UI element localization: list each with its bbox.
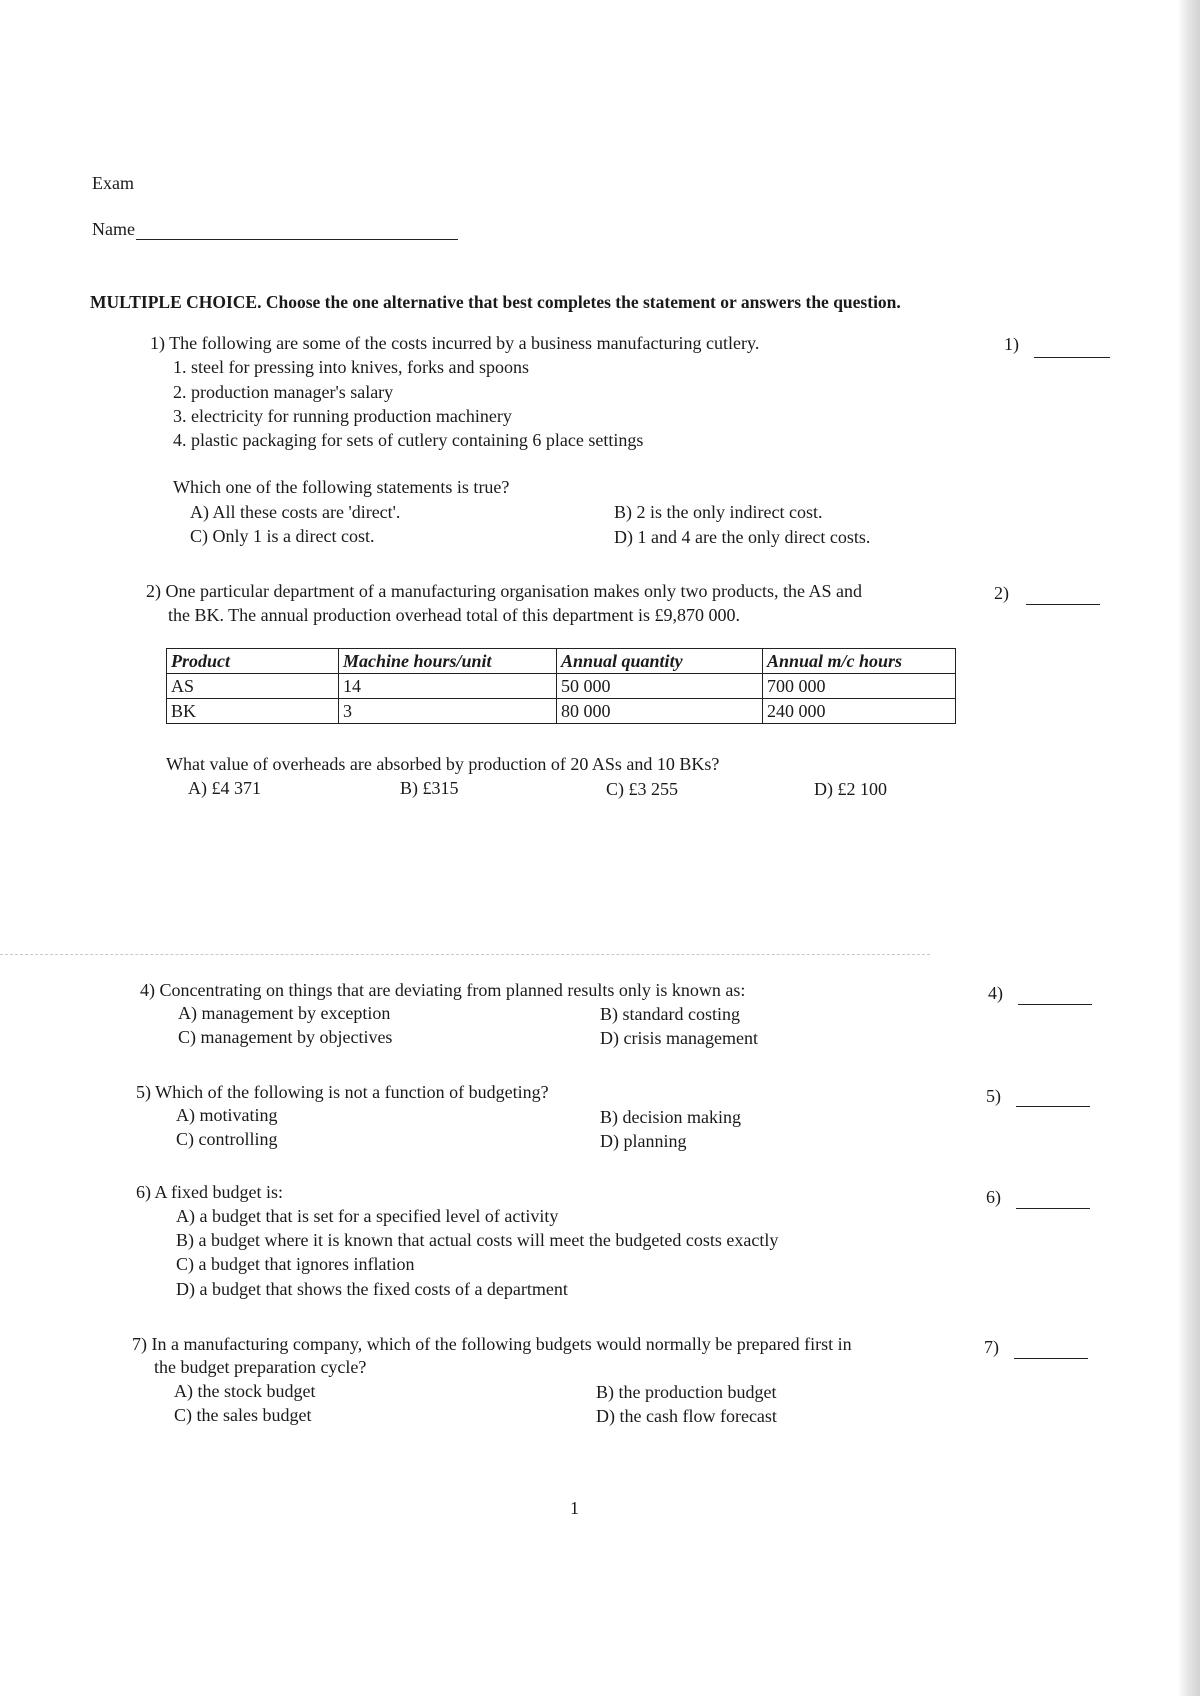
q1-item: 2. production manager's salary [173,382,394,402]
q2-answer-line[interactable] [1026,604,1100,605]
q2-option-b[interactable]: B) £315 [400,778,459,798]
table-row [167,674,956,699]
page-number: 1 [570,1498,579,1518]
name-label: Name [92,219,135,239]
q6-option-c[interactable]: C) a budget that ignores inflation [176,1254,415,1274]
q1-number: 1) [1004,334,1019,354]
q2-number: 2) [994,583,1009,603]
table-cell: 14 [339,674,557,699]
q4-number: 4) [988,983,1003,1003]
q2-question: What value of overheads are absorbed by production of 20 ASs and 10 BKs? [166,754,720,774]
table-cell: 80 000 [557,699,763,724]
q7-stem-line2: the budget preparation cycle? [154,1357,367,1377]
q1-item: 4. plastic packaging for sets of cutlery containing 6 place settings [173,430,644,450]
q6-answer-line[interactable] [1016,1208,1090,1209]
q2-option-c[interactable]: C) £3 255 [606,779,678,799]
q1-option-b[interactable]: B) 2 is the only indirect cost. [614,502,823,522]
q6-stem: 6) A fixed budget is: [136,1182,283,1202]
q7-answer-line[interactable] [1014,1358,1088,1359]
q6-option-b[interactable]: B) a budget where it is known that actual costs will meet the budgeted costs exactly [176,1230,779,1250]
q4-stem: 4) Concentrating on things that are deviating from planned results only is known as: [140,980,746,1000]
q4-option-c[interactable]: C) management by objectives [178,1027,393,1047]
q7-stem-line1: 7) In a manufacturing company, which of the following budgets would normally be prepared first in [132,1334,852,1354]
q5-answer-line[interactable] [1016,1106,1090,1107]
q2-stem-line2: the BK. The annual production overhead total of this department is £9,870 000. [168,605,741,625]
q2-option-d[interactable]: D) £2 100 [814,779,887,799]
table-cell: 3 [339,699,557,724]
table-cell: BK [167,699,339,724]
q6-number: 6) [986,1187,1001,1207]
table-header-row [167,649,956,674]
table-cell: 50 000 [557,674,763,699]
q5-number: 5) [986,1086,1001,1106]
q1-option-a[interactable]: A) All these costs are 'direct'. [190,502,401,522]
q4-option-b[interactable]: B) standard costing [600,1004,740,1024]
table-header-cell: Annual quantity [557,649,763,674]
q5-option-d[interactable]: D) planning [600,1131,687,1151]
q1-item: 1. steel for pressing into knives, forks and spoons [173,357,529,377]
q5-option-b[interactable]: B) decision making [600,1107,741,1127]
q1-option-d[interactable]: D) 1 and 4 are the only direct costs. [614,527,871,547]
table-header-cell: Annual m/c hours [763,649,956,674]
scan-page-edge [1178,0,1200,1696]
q4-answer-line[interactable] [1018,1004,1092,1005]
q1-stem: 1) The following are some of the costs incurred by a business manufacturing cutlery. [150,333,760,353]
page-divider [0,954,930,955]
q4-option-a[interactable]: A) management by exception [178,1003,391,1023]
table-row [167,699,956,724]
table-cell: 240 000 [763,699,956,724]
q7-option-b[interactable]: B) the production budget [596,1382,777,1402]
q7-option-a[interactable]: A) the stock budget [174,1381,316,1401]
q2-stem-line1: 2) One particular department of a manufacturing organisation makes only two products, the AS and [146,581,862,601]
q4-option-d[interactable]: D) crisis management [600,1028,758,1048]
q1-question: Which one of the following statements is true? [173,477,510,497]
q2-overhead-table [166,648,956,724]
q2-option-a[interactable]: A) £4 371 [188,778,261,798]
q7-option-c[interactable]: C) the sales budget [174,1405,312,1425]
q1-item: 3. electricity for running production machinery [173,406,512,426]
q5-stem: 5) Which of the following is not a function of budgeting? [136,1082,549,1102]
q1-answer-line[interactable] [1034,357,1110,358]
q6-option-d[interactable]: D) a budget that shows the fixed costs of a department [176,1279,568,1299]
table-header-cell: Product [167,649,339,674]
q7-option-d[interactable]: D) the cash flow forecast [596,1406,777,1426]
q5-option-a[interactable]: A) motivating [176,1105,278,1125]
instructions: MULTIPLE CHOICE. Choose the one alternative that best completes the statement or answers the question. [90,292,901,312]
name-answer-line[interactable] [136,239,458,240]
q6-option-a[interactable]: A) a budget that is set for a specified level of activity [176,1206,559,1226]
q5-option-c[interactable]: C) controlling [176,1129,278,1149]
table-cell: 700 000 [763,674,956,699]
table-header-cell: Machine hours/unit [339,649,557,674]
q7-number: 7) [984,1337,999,1357]
table-cell: AS [167,674,339,699]
q1-option-c[interactable]: C) Only 1 is a direct cost. [190,526,375,546]
exam-label: Exam [92,173,134,193]
